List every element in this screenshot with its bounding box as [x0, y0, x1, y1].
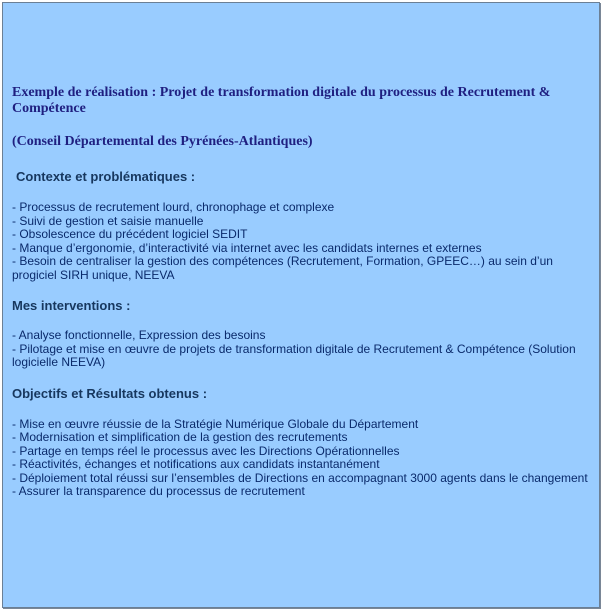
list-item: - Manque d’ergonomie, d’interactivité via internet avec les candidats internes et externes [12, 240, 482, 255]
document-content [12, 85, 592, 499]
objectives-list [12, 418, 592, 499]
list-item: - Processus de recrutement lourd, chronophage et complexe [12, 200, 335, 214]
list-item: - Partage en temps réel le processus avec les Directions Opérationnelles [12, 443, 400, 458]
section-heading-context: Contexte et problématiques : [16, 169, 196, 184]
list-item: - Pilotage et mise en œuvre de projets de transformation digitale de Recrutement & Compétence (Solution logicielle NEEVA) [12, 341, 576, 369]
section-heading-interventions: Mes interventions : [12, 298, 131, 313]
section-heading-objectives: Objectifs et Résultats obtenus : [12, 385, 208, 401]
list-item: - Assurer la transparence du processus de recrutement [12, 484, 305, 498]
list-item: - Déploiement total réussi sur l’ensembles de Directions en accompagnant 3000 agents dans le changement [12, 470, 588, 485]
list-item: - Modernisation et simplification de la gestion des recrutements [12, 430, 348, 444]
list-item: - Réactivités, échanges et notifications aux candidats instantanément [12, 457, 380, 471]
list-item: - Analyse fonctionnelle, Expression des besoins [12, 328, 266, 342]
context-list [12, 201, 592, 282]
interventions-list [12, 329, 592, 370]
document-subtitle: (Conseil Départemental des Pyrénées-Atlantiques) [12, 134, 313, 149]
list-item: - Suivi de gestion et saisie manuelle [12, 213, 204, 228]
content-panel [2, 2, 600, 608]
document-title: Exemple de réalisation : Projet de transformation digitale du processus de Recrutement & Compétence [12, 85, 551, 116]
list-item: - Besoin de centraliser la gestion des compétences (Recrutement, Formation, GPEEC…) au sein d’un progiciel SIRH unique, NEEVA [12, 254, 553, 282]
list-item: - Obsolescence du précédent logiciel SEDIT [12, 227, 248, 241]
list-item: - Mise en œuvre réussie de la Stratégie Numérique Globale du Département [12, 416, 419, 431]
